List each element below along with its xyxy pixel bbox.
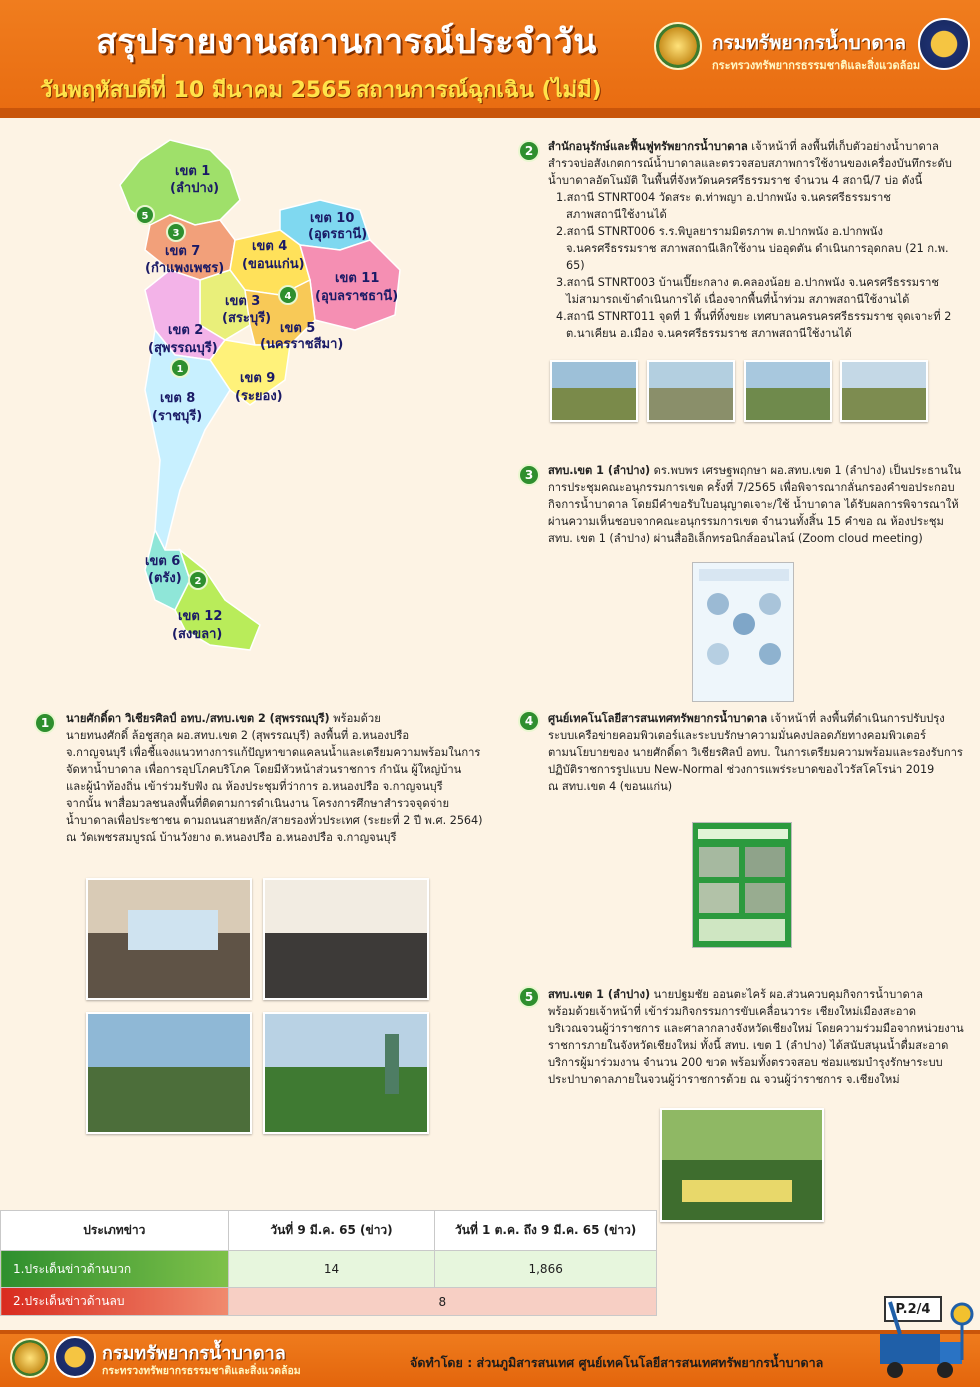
item-1-line-4: และผู้นำท้องถิ่น เข้าร่วมรับฟัง ณ ห้องประชุมที่ว่าการ อ.หนองปรือ จ.กาญจนบุรี	[66, 780, 443, 793]
ministry-logo-icon	[918, 18, 970, 70]
map-marker-5-label: 5	[141, 211, 149, 222]
item-1-lead: นายศักดิ์ดา วิเชียรศิลป์ อทบ./สทบ.เขต 2 (สุพรรณบุรี)	[66, 712, 330, 725]
item-5-text	[548, 986, 968, 1088]
item-3-lead: สทบ.เขต 1 (ลำปาง)	[548, 464, 651, 477]
item-2-line-2: น้ำบาดาลอัตโนมัติ ในพื้นที่จังหวัดนครศรีธรรมราช จำนวน 4 สถานี/7 บ่อ ดังนี้	[548, 174, 923, 187]
stats-negative-row	[1, 1288, 657, 1316]
map-label-region-6: เขต 6	[145, 554, 181, 569]
item-4-text	[548, 710, 968, 795]
emergency-status: สถานการณ์ฉุกเฉิน (ไม่มี)	[356, 78, 602, 103]
item-1-photo-2	[263, 878, 429, 1000]
item-5-line-5: ประปาบาดาลภายในจวนผู้ว่าราชการด้วย ณ จวนผู้ว่าราชการ จ.เชียงใหม่	[548, 1073, 900, 1086]
item-2-line-10: ต.นาเคียน อ.เมือง จ.นครศรีธรรมราช สภาพสถานีใช้งานได้	[566, 327, 852, 340]
drilling-rig-icon	[840, 1300, 976, 1386]
footer-ministry-name: กระทรวงทรัพยากรธรรมชาติและสิ่งแวดล้อม	[102, 1365, 301, 1377]
stats-negative-label: 2.ประเด็นข่าวด้านลบ	[1, 1288, 229, 1316]
map-marker-1-label: 1	[176, 364, 184, 375]
item-2-line-0: เจ้าหน้าที่ ลงพื้นที่เก็บตัวอย่างน้ำบาดาล	[751, 140, 939, 153]
map-label-region-11: เขต 11	[335, 271, 380, 286]
item-1-line-5: จากนั้น พาสื่อมวลชนลงพื้นที่ติดตามการดำเนินงาน โครงการศึกษาสำรวจจุดจ่าย	[66, 797, 449, 810]
item-4-line-1: ระบบเครือข่ายคอมพิวเตอร์และระบบรักษาความมั่นคงปลอดภัยทางคอมพิวเตอร์	[548, 729, 926, 742]
news-stats-table	[0, 1210, 657, 1316]
page-title: สรุปรายงานสถานการณ์ประจำวัน	[96, 22, 597, 62]
map-sub-region-8: (ราชบุรี)	[152, 409, 203, 424]
map-label-region-1: เขต 1	[175, 164, 211, 179]
item-2-line-6: จ.นครศรีธรรมราช สภาพสถานีเลิกใช้งาน บ่ออุดตัน ดำเนินการอุดกลบ (21 ก.พ. 65)	[566, 242, 949, 272]
item-1-line-3: จัดหาน้ำบาดาล เพื่อการอุปโภคบริโภค โดยมีหัวหน้าส่วนราชการ กำนัน ผู้ใหญ่บ้าน	[66, 763, 462, 776]
map-label-region-12: เขต 12	[178, 609, 223, 624]
map-sub-region-11: (อุบลราชธานี)	[315, 289, 399, 304]
item-2-line-1: สำรวจบ่อสังเกตการณ์น้ำบาดาลและตรวจสอบสภาพการใช้งานของเครื่องบันทึกระดับ	[548, 157, 952, 170]
item-4-number: 4	[518, 710, 540, 732]
item-3-line-1: การประชุมคณะอนุกรรมการเขต ครั้งที่ 7/2565 เพื่อพิจารณากลั่นกรองคำขอประกอบ	[548, 481, 955, 494]
item-5-line-3: ราชการภายในจังหวัดเชียงใหม่ ทั้งนี้ สทบ. เขต 1 (ลำปาง) ได้สนับสนุนน้ำดื่มสะอาด	[548, 1039, 949, 1052]
department-logo-icon	[654, 22, 702, 70]
item-1-text	[66, 710, 486, 846]
footer-line	[0, 1330, 980, 1334]
map-label-region-5: เขต 5	[280, 321, 316, 336]
map-label-region-3: เขต 3	[225, 294, 261, 309]
stats-header-row	[1, 1211, 657, 1251]
item-4-line-0: เจ้าหน้าที่ ลงพื้นที่ดำเนินการปรับปรุง	[770, 712, 945, 725]
map-sub-region-5: (นครราชสีมา)	[260, 337, 344, 352]
map-marker-3-label: 3	[172, 228, 180, 239]
item-2-photo-1	[550, 360, 638, 422]
map-label-region-2: เขต 2	[168, 323, 204, 338]
map-sub-region-1: (ลำปาง)	[170, 181, 220, 196]
item-2-text	[548, 138, 968, 342]
item-2-line-8: ไม่สามารถเข้าดำเนินการได้ เนื่องจากพื้นที่น้ำท่วม สภาพสถานีใช้งานได้	[566, 293, 910, 306]
item-3-text	[548, 462, 968, 547]
item-1-number: 1	[34, 712, 56, 734]
map-label-region-9: เขต 9	[240, 371, 276, 386]
item-2-photo-4	[840, 360, 928, 422]
footer-credit: จัดทำโดย : ส่วนภูมิสารสนเทศ ศูนย์เทคโนโลยีสารสนเทศทรัพยากรน้ำบาดาล	[410, 1355, 824, 1370]
item-1-line-7: ณ วัดเพชรสมบูรณ์ บ้านวังยาง ต.หนองปรือ อ.หนองปรือ จ.กาญจนบุรี	[66, 831, 397, 844]
item-2-photo-3	[744, 360, 832, 422]
map-sub-region-7: (กำแพงเพชร)	[145, 261, 225, 276]
map-marker-2-label: 2	[194, 576, 202, 587]
item-4-line-2: ตามนโยบายของ นายศักดิ์ดา วิเชียรศิลป์ อทบ. ในการเตรียมความพร้อมและรองรับการ	[548, 746, 963, 759]
item-2-line-7: 3.สถานี STNRT003 บ้านเปี๊ยะกลาง ต.คลองน้อย อ.ปากพนัง จ.นครศรีธรรมราช	[556, 276, 939, 289]
stats-header-type: ประเภทข่าว	[1, 1211, 229, 1251]
item-5-line-2: บริเวณจวนผู้ว่าราชการ และศาลากลางจังหวัดเชียงใหม่ โดยความร่วมมือจากหน่วยงาน	[548, 1022, 964, 1035]
item-4-line-3: ปฏิบัติราชการรูปแบบ New-Normal ช่วงการแพร่ระบาดของไวรัสโคโรน่า 2019	[548, 763, 935, 776]
header-stripe	[0, 108, 980, 118]
item-3-number: 3	[518, 464, 540, 486]
map-label-region-7: เขต 7	[165, 244, 201, 259]
item-5-line-1: พร้อมด้วยเจ้าหน้าที่ เข้าร่วมกิจกรรมการขับเคลื่อนวาระ เชียงใหม่เมืองสะอาด	[548, 1005, 917, 1018]
item-1-photo-1	[86, 878, 252, 1000]
map-sub-region-2: (สุพรรณบุรี)	[148, 341, 218, 356]
map-label-region-4: เขต 4	[252, 239, 288, 254]
item-2-line-9: 4.สถานี STNRT011 จุดที่ 1 พื้นที่ทิ้งขยะ เทศบาลนครนครศรีธรรมราช จุดเจาะที่ 2	[556, 310, 952, 323]
stats-positive-row	[1, 1251, 657, 1288]
stats-positive-label: 1.ประเด็นข่าวด้านบวก	[1, 1251, 229, 1288]
page-number: P.2/4	[884, 1296, 942, 1322]
map-sub-region-6: (ตรัง)	[148, 571, 182, 586]
footer-ministry-logo-icon	[54, 1336, 96, 1378]
header-ministry-name: กระทรวงทรัพยากรธรรมชาติและสิ่งแวดล้อม	[712, 59, 921, 72]
item-1-line-0: พร้อมด้วย	[333, 712, 381, 725]
item-2-line-4: สภาพสถานีใช้งานได้	[566, 208, 667, 221]
report-date: วันพฤหัสบดีที่ 10 มีนาคม 2565	[40, 78, 352, 103]
item-3-line-2: กิจการน้ำบาดาล โดยมีคำขอรับใบอนุญาตเจาะ/ใช้ น้ำบาดาล ได้รับผลการพิจารณาให้	[548, 498, 959, 511]
stats-header-day: วันที่ 9 มี.ค. 65 (ข่าว)	[228, 1211, 435, 1251]
item-5-number: 5	[518, 986, 540, 1008]
map-sub-region-3: (สระบุรี)	[222, 311, 272, 326]
footer-org-name: กรมทรัพยากรน้ำบาดาล	[102, 1343, 286, 1364]
item-3-poster	[692, 562, 794, 702]
footer-department-logo-icon	[10, 1338, 50, 1378]
item-2-lead: สำนักอนุรักษ์และฟื้นฟูทรัพยากรน้ำบาดาล	[548, 140, 748, 153]
item-3-line-3: ผ่านความเห็นชอบจากคณะอนุกรรมการเขต จำนวนทั้งสิ้น 15 คำขอ ณ ห้องประชุม	[548, 515, 944, 528]
item-1-photo-4	[263, 1012, 429, 1134]
stats-positive-day: 14	[228, 1251, 435, 1288]
item-2-photo-2	[647, 360, 735, 422]
item-3-line-0: ดร.พบพร เศรษฐพฤกษา ผอ.สทบ.เขต 1 (ลำปาง) เป็นประธานใน	[653, 464, 961, 477]
item-2-line-3: 1.สถานี STNRT004 วัดสระ ต.ท่าพญา อ.ปากพนัง จ.นครศรีธรรมราช	[556, 191, 891, 204]
item-5-photo	[660, 1108, 824, 1222]
item-5-line-0: นายปฐมชัย ออนตะไคร้ ผอ.ส่วนควบคุมกิจการน้ำบาดาล	[653, 988, 923, 1001]
item-5-line-4: บริการผู้มาร่วมงาน จำนวน 200 ขวด พร้อมทั้งตรวจสอบ ซ่อมแซมบำรุงรักษาระบบ	[548, 1056, 943, 1069]
map-sub-region-12: (สงขลา)	[172, 627, 223, 642]
item-3-line-4: สทบ. เขต 1 (ลำปาง) ผ่านสื่ออิเล็กทรอนิกส์ออนไลน์ (Zoom cloud meeting)	[548, 532, 923, 545]
item-5-lead: สทบ.เขต 1 (ลำปาง)	[548, 988, 651, 1001]
map-label-region-10: เขต 10	[310, 211, 355, 226]
stats-negative-total: 8	[228, 1288, 656, 1316]
item-4-line-4: ณ สทบ.เขต 4 (ขอนแก่น)	[548, 780, 673, 793]
item-4-lead: ศูนย์เทคโนโลยีสารสนเทศทรัพยากรน้ำบาดาล	[548, 712, 768, 725]
map-sub-region-4: (ขอนแก่น)	[242, 257, 305, 272]
map-label-region-8: เขต 8	[160, 391, 196, 406]
thailand-region-map	[100, 130, 440, 670]
item-1-line-1: นายทนงศักดิ์ ล้อชูสกุล ผอ.สทบ.เขต 2 (สุพรรณบุรี) ลงพื้นที่ อ.หนองปรือ	[66, 729, 410, 742]
stats-header-total: วันที่ 1 ต.ค. ถึง 9 มี.ค. 65 (ข่าว)	[435, 1211, 657, 1251]
item-1-line-6: น้ำบาดาลเพื่อประชาชน ตามถนนสายหลัก/สายรองทั่วประเทศ (ระยะที่ 2 ปี พ.ศ. 2564)	[66, 814, 483, 827]
map-marker-4-label: 4	[284, 291, 292, 302]
header-org-name: กรมทรัพยากรน้ำบาดาล	[712, 32, 907, 54]
map-svg	[100, 130, 440, 670]
map-sub-region-10: (อุดรธานี)	[308, 227, 368, 242]
stats-positive-total: 1,866	[435, 1251, 657, 1288]
item-2-line-5: 2.สถานี STNRT006 ร.ร.พิบูลยารามมิตรภาพ ต.ปากพนัง อ.ปากพนัง	[556, 225, 883, 238]
item-2-number: 2	[518, 140, 540, 162]
item-4-poster	[692, 822, 792, 948]
item-1-photo-3	[86, 1012, 252, 1134]
item-1-line-2: จ.กาญจนบุรี เพื่อชี้แจงแนวทางการแก้ปัญหาขาดแคลนน้ำและเตรียมความพร้อมในการ	[66, 746, 481, 759]
map-sub-region-9: (ระยอง)	[235, 389, 283, 404]
